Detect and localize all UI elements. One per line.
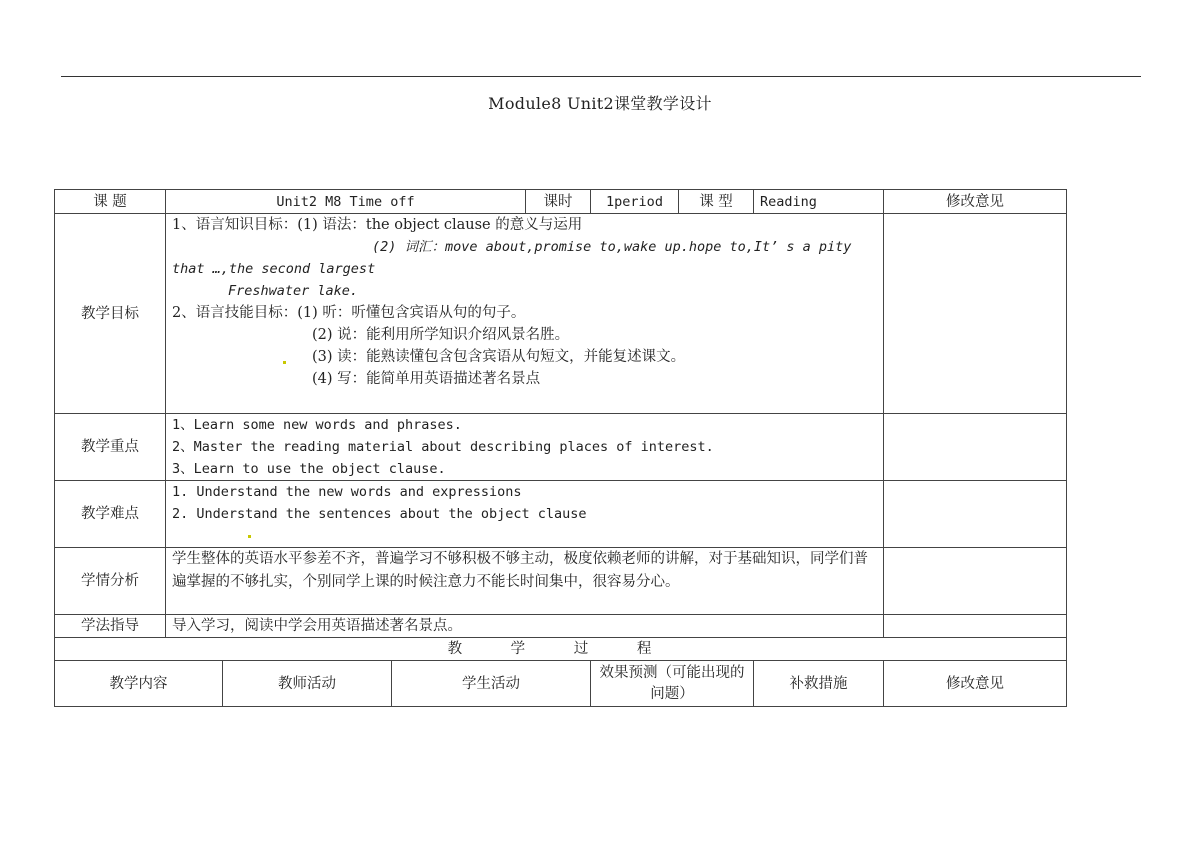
- objective-line: 2、语言技能目标：(1) 听：听懂包含宾语从句的句子。: [172, 305, 526, 321]
- difficulties-content: [166, 481, 884, 548]
- process-columns-row: [55, 661, 1067, 707]
- keypoint-line: 3、Learn to use the object clause.: [172, 461, 446, 477]
- keypoints-label: 教学重点: [55, 414, 166, 481]
- header-rule: [61, 76, 1141, 77]
- process-col-teacher: 教师活动: [223, 661, 392, 707]
- keypoint-line: 1、Learn some new words and phrases.: [172, 417, 462, 433]
- speck-mark: [248, 535, 251, 538]
- objective-line: Freshwater lake.: [228, 283, 359, 299]
- method-row: [55, 615, 1067, 638]
- objective-line: (2) 词汇：move about,promise to,wake up.hope to,It’ s a pity: [372, 239, 852, 255]
- period-label: 课时: [526, 190, 591, 214]
- process-col-content: 教学内容: [55, 661, 223, 707]
- keypoints-revision-cell: [884, 414, 1067, 481]
- method-content: 导入学习，阅读中学会用英语描述著名景点。: [166, 615, 884, 638]
- process-heading: 教 学 过 程: [55, 638, 1067, 661]
- difficulties-revision-cell: [884, 481, 1067, 548]
- type-value: Reading: [754, 190, 884, 214]
- analysis-revision-cell: [884, 548, 1067, 615]
- method-label: 学法指导: [55, 615, 166, 638]
- difficulties-label: 教学难点: [55, 481, 166, 548]
- process-col-remedy: 补救措施: [754, 661, 884, 707]
- process-col-student: 学生活动: [392, 661, 591, 707]
- method-revision-cell: [884, 615, 1067, 638]
- objectives-label: 教学目标: [55, 214, 166, 414]
- type-label: 课 型: [679, 190, 754, 214]
- difficulty-line: 1. Understand the new words and expressions: [172, 484, 522, 500]
- objectives-revision-cell: [884, 214, 1067, 414]
- objectives-content: [166, 214, 884, 414]
- objective-line: 1、语言知识目标：(1) 语法：the object clause 的意义与运用: [172, 217, 583, 233]
- keypoint-line: 2、Master the reading material about describing places of interest.: [172, 439, 714, 455]
- objectives-row: [55, 214, 1067, 414]
- analysis-row: [55, 548, 1067, 615]
- process-col-prediction: 效果预测（可能出现的问题）: [591, 661, 754, 707]
- header-row: [55, 190, 1067, 214]
- process-col-revision: 修改意见: [884, 661, 1067, 707]
- objective-line: (2) 说：能利用所学知识介绍风景名胜。: [312, 327, 570, 343]
- difficulty-line: 2. Understand the sentences about the object clause: [172, 506, 587, 522]
- objective-line: (3) 读：能熟读懂包含包含宾语从句短文，并能复述课文。: [312, 349, 686, 365]
- process-heading-row: [55, 638, 1067, 661]
- page-title: Module8 Unit2课堂教学设计: [488, 94, 712, 113]
- topic-label: 课 题: [55, 190, 166, 214]
- keypoints-row: [55, 414, 1067, 481]
- revision-label: 修改意见: [884, 190, 1067, 214]
- difficulties-row: [55, 481, 1067, 548]
- keypoints-content: [166, 414, 884, 481]
- analysis-label: 学情分析: [55, 548, 166, 615]
- objective-line: (4) 写：能简单用英语描述著名景点: [312, 371, 541, 387]
- period-value: 1period: [591, 190, 679, 214]
- objective-line: that …,the second largest: [172, 261, 376, 277]
- lesson-plan-table: [54, 189, 1067, 707]
- speck-mark: [283, 361, 286, 364]
- analysis-content: 学生整体的英语水平参差不齐，普遍学习不够积极不够主动，极度依赖老师的讲解，对于基础知识，同学们普遍掌握的不够扎实，个别同学上课的时候注意力不能长时间集中，很容易分心。: [166, 548, 884, 615]
- topic-value: Unit2 M8 Time off: [166, 190, 526, 214]
